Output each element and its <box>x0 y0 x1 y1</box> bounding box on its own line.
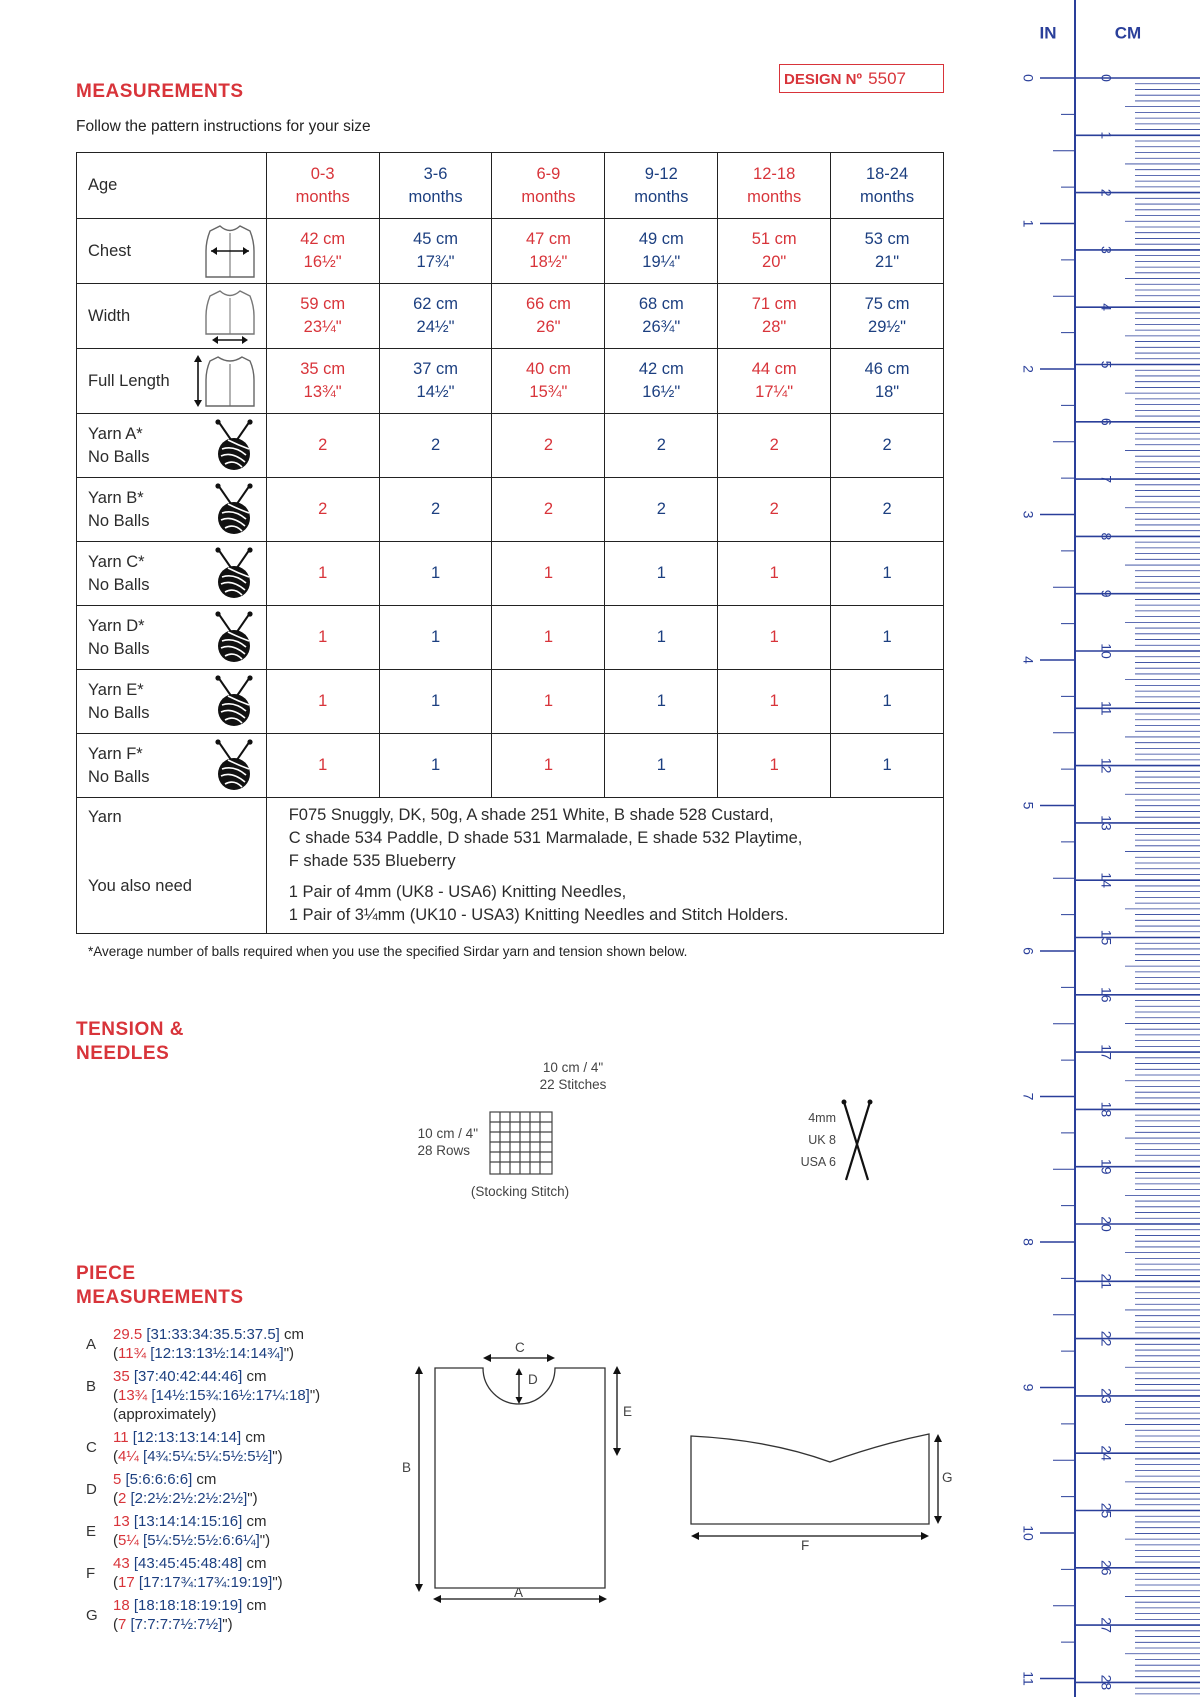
piece-measurement-item: F 43 [43:45:45:48:48] cm (17 [17:17¾:17¾:19:19]") <box>86 1555 283 1591</box>
cm-number: 19 <box>1098 1158 1115 1175</box>
yarn-balls-value: 2 <box>605 414 718 478</box>
yarn-balls-value: 1 <box>605 734 718 798</box>
piece-letter: E <box>86 1523 97 1540</box>
yarn-balls-row <box>77 734 944 798</box>
yarn-line: F shade 535 Blueberry <box>288 852 456 870</box>
cm-number: 11 <box>1098 701 1115 716</box>
tension-stitches: 22 Stitches <box>539 1077 607 1092</box>
width-label: Width <box>77 284 267 349</box>
yarn-balls-label: Yarn D* No Balls <box>77 606 267 670</box>
cm-number: 16 <box>1098 987 1115 1003</box>
yarn-balls-value: 2 <box>492 478 605 542</box>
yarn-balls-value: 1 <box>605 542 718 606</box>
tension-width: 10 cm / 4" <box>542 1060 604 1075</box>
inch-number: 9 <box>1020 1383 1037 1392</box>
inch-number: 2 <box>1020 365 1037 373</box>
yarn-balls-value: 1 <box>718 670 831 734</box>
knitting-needles-icon <box>840 1098 874 1182</box>
piece-letter: B <box>86 1378 97 1395</box>
piece-measurement-item: D 5 [5:6:6:6:6] cm (2 [2:2½:2½:2½:2½]") <box>86 1471 258 1507</box>
age-label: Age <box>77 153 267 219</box>
cm-number: 14 <box>1098 872 1115 888</box>
yarn-balls-value: 2 <box>831 414 944 478</box>
age-cell: 6-9 months <box>492 153 605 219</box>
yarn-balls-value: 1 <box>605 670 718 734</box>
diagram-label-c: C <box>515 1340 525 1355</box>
width-icon <box>204 288 256 344</box>
yarn-info-labels <box>77 798 267 934</box>
yarn-balls-row <box>77 670 944 734</box>
yarn-balls-value: 1 <box>379 606 492 670</box>
age-cell: 3-6 months <box>379 153 492 219</box>
yarn-balls-value: 1 <box>718 606 831 670</box>
yarn-line: C shade 534 Paddle, D shade 531 Marmalade, E shade 532 Playtime, <box>288 829 803 847</box>
inch-number: 8 <box>1020 1238 1037 1246</box>
cm-number: 2 <box>1098 188 1115 197</box>
tension-heading: TENSION & NEEDLES <box>76 1019 184 1064</box>
yarn-balls-value: 1 <box>492 542 605 606</box>
yarn-balls-value: 1 <box>831 542 944 606</box>
yarn-balls-value: 1 <box>379 670 492 734</box>
cm-number: 28 <box>1098 1674 1115 1691</box>
diagram-label-a: A <box>514 1585 524 1600</box>
yarn-balls-value: 2 <box>718 414 831 478</box>
yarn-balls-value: 2 <box>492 414 605 478</box>
piece-letter: G <box>86 1607 98 1624</box>
yarn-balls-value: 1 <box>831 734 944 798</box>
measurements-table <box>76 152 944 934</box>
tension-rows: 28 Rows <box>417 1143 470 1158</box>
yarn-balls-value: 2 <box>718 478 831 542</box>
age-cell: 9-12 months <box>605 153 718 219</box>
inch-number: 6 <box>1020 947 1037 955</box>
yarn-balls-value: 1 <box>266 542 379 606</box>
need-line: 1 Pair of 4mm (UK8 - USA6) Knitting Needles, <box>288 883 627 901</box>
yarn-ball-icon <box>212 675 256 729</box>
cm-number: 15 <box>1098 929 1115 946</box>
yarn-ball-icon <box>212 611 256 665</box>
cm-number: 7 <box>1098 475 1115 483</box>
length-row: Full Length 35 cm 13¾" 37 cm 14½" 40 cm 15¾" 42 cm 16½" 44 cm 17¼" 46 cm 18" <box>77 349 944 414</box>
piece-letter: F <box>86 1565 96 1582</box>
need-line: 1 Pair of 3¼mm (UK10 - USA3) Knitting Needles and Stitch Holders. <box>288 906 789 924</box>
tension-height: 10 cm / 4" <box>417 1126 478 1141</box>
piece-measurement-item: E 13 [13:14:14:15:16] cm (5¼ [5¼:5½:5½:6:6¼]") <box>86 1513 271 1549</box>
cm-number: 3 <box>1098 246 1115 254</box>
diagram-label-g: G <box>942 1470 953 1485</box>
body-piece-diagram <box>395 1336 645 1606</box>
piece-measurement-item: C 11 [12:13:13:14:14] cm (4¼ [4¾:5¼:5¼:5½:5½]") <box>86 1429 283 1465</box>
piece-letter: D <box>86 1481 97 1498</box>
cm-number: 17 <box>1098 1044 1115 1060</box>
cm-number: 5 <box>1098 360 1115 369</box>
piece-heading: PIECE MEASUREMENTS <box>76 1263 244 1308</box>
cm-number: 12 <box>1098 757 1115 774</box>
yarn-balls-value: 1 <box>718 542 831 606</box>
cm-number: 26 <box>1098 1560 1115 1576</box>
yarn-balls-value: 1 <box>266 606 379 670</box>
yarn-balls-label: Yarn C* No Balls <box>77 542 267 606</box>
yarn-balls-value: 2 <box>266 478 379 542</box>
yarn-balls-label: Yarn F* No Balls <box>77 734 267 798</box>
yarn-balls-value: 1 <box>831 606 944 670</box>
diagram-label-e: E <box>623 1404 633 1419</box>
yarn-balls-value: 1 <box>266 670 379 734</box>
footnote: *Average number of balls required when you use the specified Sirdar yarn and tension shown below. <box>88 944 688 959</box>
yarn-ball-icon <box>212 419 256 473</box>
also-need-label: You also need <box>88 877 192 895</box>
inch-number: 10 <box>1020 1525 1037 1541</box>
yarn-balls-value: 1 <box>266 734 379 798</box>
yarn-balls-value: 1 <box>379 734 492 798</box>
yarn-ball-icon <box>212 483 256 537</box>
yarn-label: Yarn <box>88 808 122 826</box>
yarn-balls-value: 1 <box>379 542 492 606</box>
ruler-cm-label: CM <box>1114 23 1142 43</box>
cm-number: 9 <box>1098 589 1115 598</box>
yarn-line: F075 Snuggly, DK, 50g, A shade 251 White, B shade 528 Custard, <box>288 806 774 824</box>
yarn-balls-value: 2 <box>605 478 718 542</box>
piece-letter: C <box>86 1439 97 1456</box>
yarn-ball-icon <box>212 547 256 601</box>
age-row <box>77 153 944 219</box>
needle-uk: UK 8 <box>808 1133 836 1147</box>
yarn-balls-value: 1 <box>605 606 718 670</box>
inch-number: 1 <box>1020 219 1037 228</box>
yarn-balls-label: Yarn E* No Balls <box>77 670 267 734</box>
diagram-label-f: F <box>801 1538 810 1553</box>
yarn-balls-value: 1 <box>718 734 831 798</box>
ruler-in-label: IN <box>1039 23 1057 43</box>
cm-number: 20 <box>1098 1216 1115 1232</box>
yarn-balls-row <box>77 542 944 606</box>
diagram-label-b: B <box>402 1460 412 1475</box>
yarn-balls-row <box>77 606 944 670</box>
piece-measurement-item: G 18 [18:18:18:19:19] cm (7 [7:7:7:7½:7½]") <box>86 1597 267 1633</box>
intro-text: Follow the pattern instructions for your size <box>76 118 371 135</box>
length-icon <box>192 352 256 410</box>
cm-number: 22 <box>1098 1330 1115 1347</box>
age-cell: 12-18 months <box>718 153 831 219</box>
yarn-balls-value: 1 <box>492 734 605 798</box>
diagram-label-d: D <box>528 1372 538 1387</box>
length-label: Full Length <box>77 349 267 414</box>
inch-number: 0 <box>1020 74 1037 82</box>
design-number: 5507 <box>868 69 906 88</box>
yarn-balls-row <box>77 414 944 478</box>
yarn-balls-value: 1 <box>492 670 605 734</box>
cm-number: 24 <box>1098 1445 1115 1461</box>
piece-letter: A <box>86 1336 97 1353</box>
yarn-info-text <box>266 798 943 934</box>
yarn-balls-value: 2 <box>379 414 492 478</box>
cm-number: 6 <box>1098 417 1115 426</box>
piece-measurement-item: A 29.5 [31:33:34:35.5:37.5] cm (11¾ [12:13:13½:14:14¾]") <box>86 1326 304 1362</box>
inch-number: 5 <box>1020 801 1037 810</box>
yarn-balls-value: 2 <box>266 414 379 478</box>
cm-number: 27 <box>1098 1617 1115 1633</box>
yarn-balls-label: Yarn B* No Balls <box>77 478 267 542</box>
age-cell: 0-3 months <box>266 153 379 219</box>
tension-grid-icon <box>488 1110 554 1176</box>
inch-number: 4 <box>1020 656 1037 664</box>
piece-measurement-item: B 35 [37:40:42:44:46] cm (13¾ [14½:15¾:16½:17¼:18]") (approximately) <box>86 1368 321 1423</box>
measurements-heading: MEASUREMENTS <box>76 81 244 102</box>
needle-mm: 4mm <box>808 1111 836 1125</box>
yarn-balls-value: 1 <box>831 670 944 734</box>
cm-number: 13 <box>1098 815 1115 831</box>
chest-label: Chest <box>77 219 267 284</box>
cm-number: 23 <box>1098 1388 1115 1404</box>
yarn-balls-value: 2 <box>379 478 492 542</box>
piece-measurements-list <box>86 1325 320 1638</box>
yarn-info-row <box>77 798 944 934</box>
yarn-balls-row <box>77 478 944 542</box>
width-row: Width 59 cm 23¼" 62 cm 24½" 66 cm 26" 68 cm 26¾" 71 cm 28" 75 cm 29½" <box>77 284 944 349</box>
inch-number: 3 <box>1020 510 1037 519</box>
cm-number: 0 <box>1098 74 1115 82</box>
age-cell: 18-24 months <box>831 153 944 219</box>
inch-number: 11 <box>1020 1671 1037 1686</box>
cm-number: 8 <box>1098 532 1115 541</box>
cm-number: 4 <box>1098 303 1115 312</box>
yarn-balls-value: 1 <box>492 606 605 670</box>
design-number-box <box>779 64 944 93</box>
yarn-balls-label: Yarn A* No Balls <box>77 414 267 478</box>
chest-icon <box>204 223 256 279</box>
tension-stitch-type: (Stocking Stitch) <box>470 1184 570 1199</box>
chest-row: Chest 42 cm 16½" 45 cm 17¾" 47 cm 18½" 49 cm 19¼" 51 cm 20" 53 cm 21" <box>77 219 944 284</box>
cm-number: 25 <box>1098 1502 1115 1519</box>
yarn-ball-icon <box>212 739 256 793</box>
cm-number: 18 <box>1098 1101 1115 1118</box>
inch-number: 7 <box>1020 1092 1037 1101</box>
cm-number: 21 <box>1098 1273 1115 1290</box>
yarn-balls-value: 2 <box>831 478 944 542</box>
cm-number: 1 <box>1098 131 1115 140</box>
needle-usa: USA 6 <box>800 1155 836 1169</box>
design-label: DESIGN Nº <box>784 71 862 88</box>
sleeve-piece-diagram <box>680 1426 960 1550</box>
cm-number: 10 <box>1098 643 1115 659</box>
